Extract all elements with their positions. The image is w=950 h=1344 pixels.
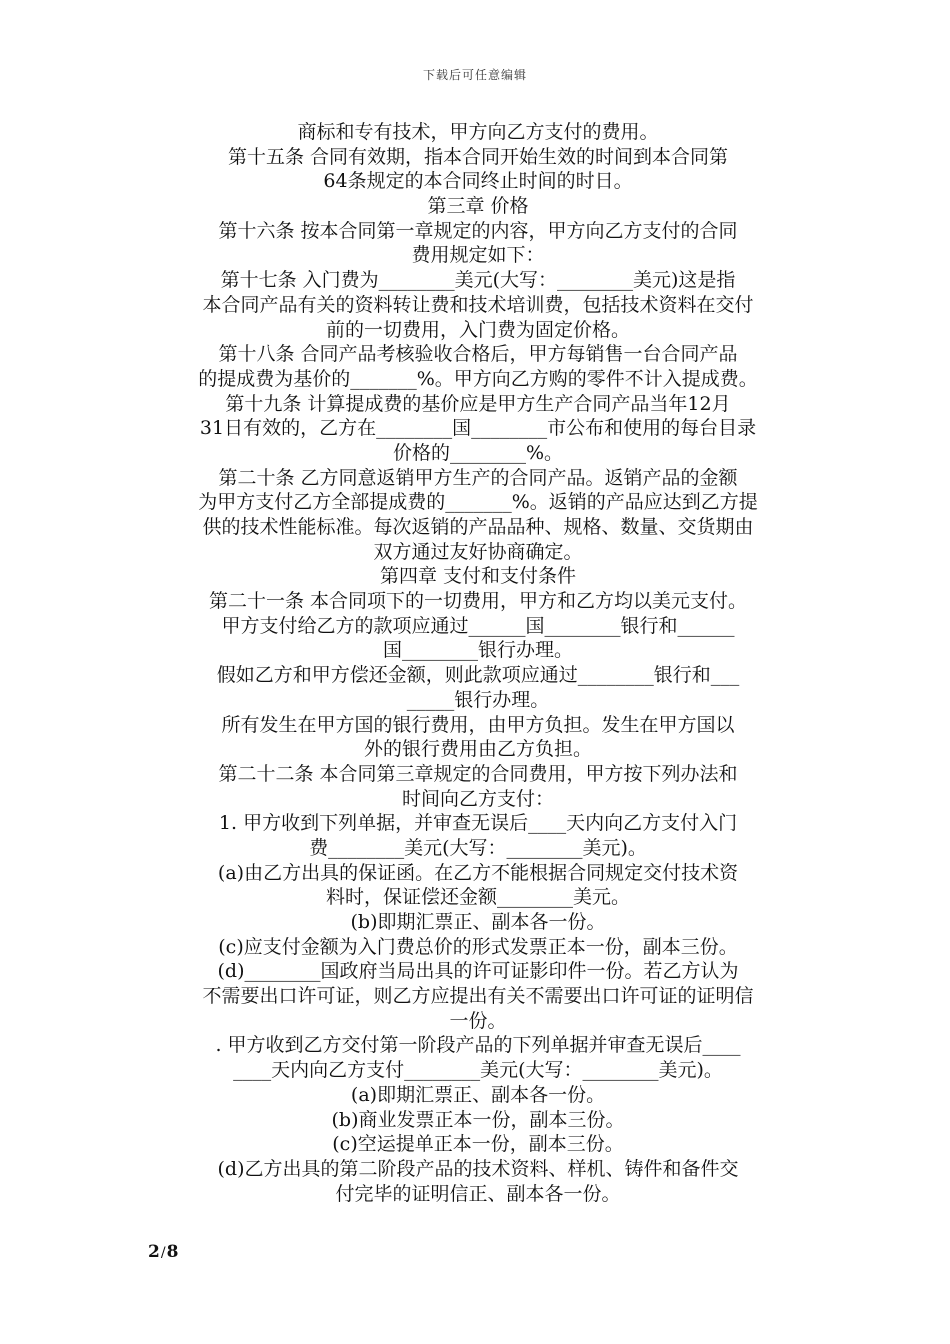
text-line: _____银行办理。 [406, 688, 550, 711]
text-line: 时间向乙方支付： [401, 787, 554, 810]
text-line: (d)乙方出具的第二阶段产品的技术资料、样机、铸件和备件交 [217, 1157, 739, 1180]
text-line: 甲方支付给乙方的款项应通过______国________银行和______ [221, 614, 735, 637]
text-line: 外的银行费用由乙方负担。 [363, 738, 592, 761]
chapter-heading: 第三章 价格 [427, 195, 529, 218]
text-line: 双方通过友好协商确定。 [373, 540, 583, 563]
text-line: 第十七条 入门费为________美元(大写：________美元)这是指 [220, 269, 736, 292]
text-line: (c)应支付金额为入门费总价的形式发票正本一份，副本三份。 [218, 935, 738, 958]
text-line: 一份。 [449, 1009, 507, 1032]
text-line: 第二十二条 本合同第三章规定的合同费用，甲方按下列办法和 [218, 762, 738, 785]
text-line: 付完毕的证明信正、副本各一份。 [335, 1182, 621, 1205]
text-line: 为甲方支付乙方全部提成费的_______%。返销的产品应达到乙方提 [198, 491, 758, 514]
text-line: (b)即期汇票正、副本各一份。 [350, 911, 606, 933]
text-line: 不需要出口许可证，则乙方应提出有关不需要出口许可证的证明信 [202, 985, 754, 1008]
text-line: (c)空运提单正本一份，副本三份。 [332, 1133, 624, 1156]
text-line: (b)商业发票正本一份，副本三份。 [331, 1108, 625, 1131]
text-line: (a)即期汇票正、副本各一份。 [350, 1083, 606, 1106]
text-line: 料时，保证偿还金额________美元。 [325, 886, 630, 909]
chapter-heading: 第四章 支付和支付条件 [379, 565, 577, 588]
text-line: (a)由乙方出具的保证函。在乙方不能根据合同规定交付技术资 [217, 861, 739, 884]
text-line: 费________美元(大写：________美元)。 [309, 836, 647, 859]
text-line: (d)________国政府当局出具的许可证影印件一份。若乙方认为 [217, 960, 739, 983]
page-separator: / [160, 1245, 166, 1261]
text-line: . 甲方收到乙方交付第一阶段产品的下列单据并审查无误后____ [215, 1034, 741, 1057]
text-line: 64条规定的本合同终止时间的时日。 [323, 170, 633, 193]
text-line: 第十八条 合同产品考核验收合格后，甲方每销售一台合同产品 [218, 343, 738, 366]
text-line: 31日有效的，乙方在________国________市公布和使用的每台目录 [199, 417, 757, 440]
text-line: 第二十一条 本合同项下的一切费用，甲方和乙方均以美元支付。 [208, 590, 748, 613]
text-line: 的提成费为基价的_______%。甲方向乙方购的零件不计入提成费。 [198, 367, 758, 390]
total-pages: 8 [166, 1242, 179, 1262]
text-line: ____天内向乙方支付________美元(大写：________美元)。 [233, 1059, 723, 1082]
text-line: 第十六条 按本合同第一章规定的内容，甲方向乙方支付的合同 [218, 219, 738, 242]
text-line: 供的技术性能标准。每次返销的产品品种、规格、数量、交货期由 [202, 516, 754, 538]
text-line: 国________银行办理。 [382, 639, 573, 662]
text-line: 前的一切费用，入门费为固定价格。 [325, 318, 630, 341]
text-line: 1. 甲方收到下列单据，并审查无误后____天内向乙方支付入门 [218, 812, 738, 835]
text-line: 第十九条 计算提成费的基价应是甲方生产合同产品当年12月 [225, 392, 731, 415]
document-body [148, 120, 808, 1206]
page-header: 下载后可任意编辑 [422, 68, 527, 82]
text-line: 所有发生在甲方国的银行费用，由甲方负担。发生在甲方国以 [221, 713, 735, 736]
text-line: 费用规定如下： [411, 244, 545, 267]
current-page: 2 [148, 1242, 160, 1262]
text-line: 第十五条 合同有效期，指本合同开始生效的时间到本合同第 [227, 145, 729, 168]
text-line: 第二十条 乙方同意返销甲方生产的合同产品。返销产品的金额 [218, 466, 738, 489]
text-line: 假如乙方和甲方偿还金额，则此款项应通过________银行和___ [216, 664, 740, 687]
text-line: 价格的________%。 [392, 441, 564, 464]
text-line: 商标和专有技术，甲方向乙方支付的费用。 [297, 121, 659, 143]
text-line: 本合同产品有关的资料转让费和技术培训费，包括技术资料在交付 [202, 293, 754, 316]
page-number [148, 1242, 178, 1262]
